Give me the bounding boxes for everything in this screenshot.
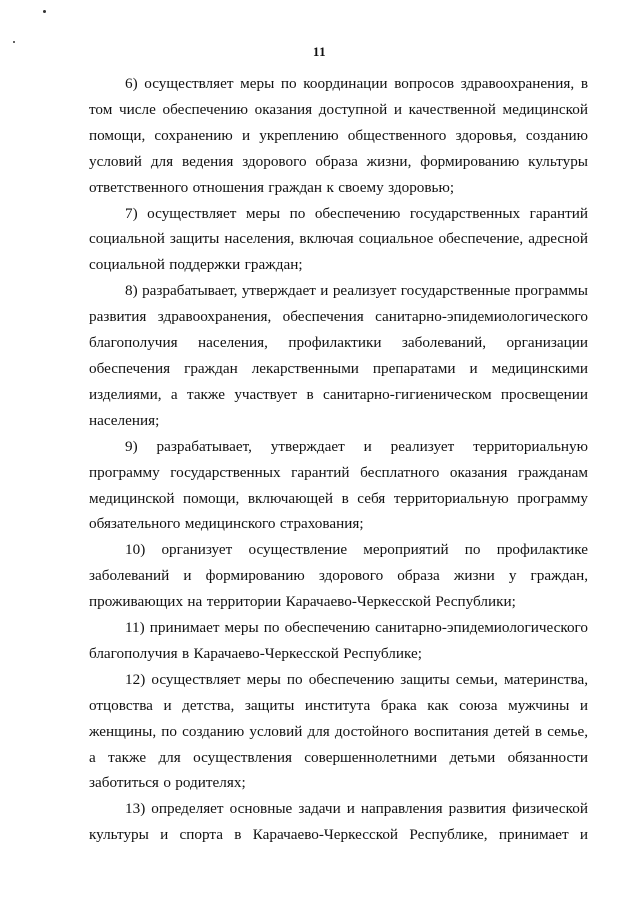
paragraph-item-13: 13) определяет основные задачи и направления развития физической культуры и спорта в Карачаево-Черкесской Республике, принимает и: [89, 800, 588, 844]
paragraph-item-8: 8) разрабатывает, утверждает и реализует государственные программы развития здравоохранения, обеспечения санитарно-эпидемиологического благополучия населения, профилактики заболеваний, организации обеспечения граждан лекарственными препаратами и медицинскими изделиями, а также участвует в санитарно-гигиеническом просвещении населения;: [89, 282, 588, 429]
paragraph-item-11: 11) принимает меры по обеспечению санитарно-эпидемиологического благополучия в Карачаево-Черкесской Республике;: [89, 619, 588, 662]
page-number: 11: [312, 44, 327, 59]
paragraph-item-9: 9) разрабатывает, утверждает и реализует территориальную программу государственных гарантий бесплатного оказания гражданам медицинской помощи, включающей в себя территориальную программу обязательного медицинского страхования;: [89, 437, 588, 533]
paragraph-item-7: 7) осуществляет меры по обеспечению государственных гарантий социальной защиты населения, включая социальное обеспечение, адресной социальной поддержки граждан;: [89, 204, 588, 274]
paragraph-item-6: 6) осуществляет меры по координации вопросов здравоохранения, в том числе обеспечению оказания доступной и качественной медицинской помощи, сохранению и укреплению общественного здоровья, созданию условий для ведения здорового образа жизни, формированию культуры ответственного отношения граждан к своему здоровью;: [89, 75, 588, 196]
paragraph-item-12: 12) осуществляет меры по обеспечению защиты семьи, материнства, отцовства и детства, защиты института брака как союза мужчины и женщины, по созданию условий для достойного воспитания детей в семье, а также для осуществления совершеннолетними детьми обязанности заботиться о родителях;: [89, 670, 588, 792]
paragraph-item-10: 10) организует осуществление мероприятий по профилактике заболеваний и формированию здорового образа жизни у граждан, проживающих на территории Карачаево-Черкесской Республики;: [89, 541, 588, 611]
scan-speck: [13, 41, 15, 43]
document-body: [89, 71, 588, 848]
scan-speck: [43, 10, 46, 13]
